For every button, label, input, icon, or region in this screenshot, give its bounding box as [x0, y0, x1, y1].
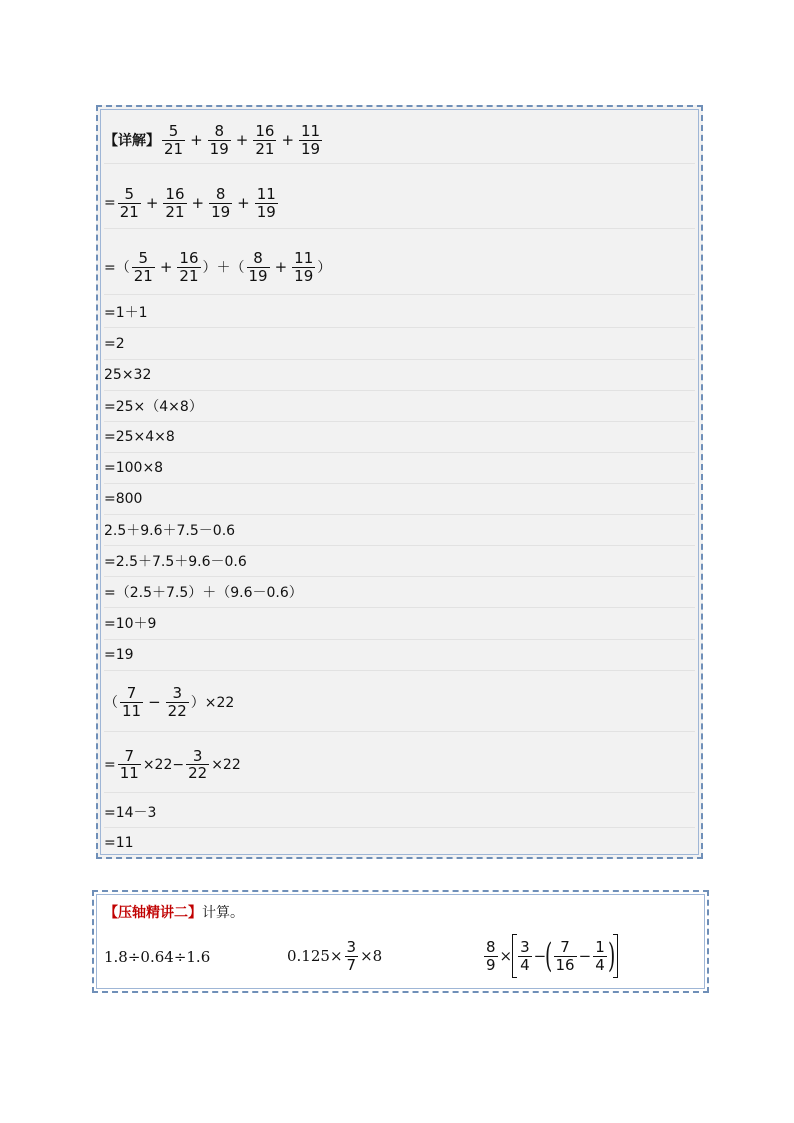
fraction: $\frac{7}{11}$ [119, 746, 139, 782]
solution-line-3: =（ $\frac{5}{21}$ + $\frac{16}{21}$ ）＋（ $\frac{8}{19}$ + $\frac{11}{19}$ ） [104, 240, 695, 295]
solution-line-2: = $\frac{5}{21}$ + $\frac{16}{21}$ + $\frac{8}{19}$ + $\frac{11}{19}$ [104, 178, 695, 229]
solution-line-13: =（2.5＋7.5）＋（9.6－0.6） [104, 576, 695, 608]
problem-1: 1.8÷0.64÷1.6 [104, 948, 211, 966]
solution-line-18: =14－3 [104, 797, 695, 828]
solution-line-16: （ $\frac{7}{11}$ − $\frac{3}{22}$ ）×22 [104, 673, 695, 732]
fraction: $\frac{11}{19}$ [256, 185, 276, 221]
fraction: $\frac{16}{21}$ [165, 185, 185, 221]
solution-line-5: =2 [104, 328, 695, 360]
solution-line-6: 25×32 [104, 359, 695, 391]
fraction: $\frac{16}{21}$ [179, 249, 199, 285]
solution-line-7: =25×（4×8） [104, 390, 695, 422]
practice-tag: 【压轴精讲二】 [104, 905, 202, 921]
solution-line-9: =100×8 [104, 452, 695, 484]
fraction: $\frac{1}{4}$ [595, 938, 605, 974]
detail-tag: 【详解】 [104, 133, 160, 149]
solution-line-19: =11 [104, 834, 134, 851]
solution-line-17: = $\frac{7}{11}$ ×22− $\frac{3}{22}$ ×22 [104, 737, 695, 793]
problem-2: 0.125× $\frac{3}{7}$ ×8 [287, 938, 383, 974]
fraction: $\frac{3}{4}$ [520, 938, 530, 974]
solution-line-4: =1＋1 [104, 297, 695, 328]
solution-line-14: =10＋9 [104, 607, 695, 640]
solution-panel [96, 105, 703, 859]
solution-line-8: =25×4×8 [104, 421, 695, 453]
fraction: $\frac{11}{19}$ [294, 249, 314, 285]
right-paren: ) [607, 936, 616, 976]
solution-line-15: =19 [104, 639, 695, 671]
fraction: $\frac{16}{21}$ [255, 122, 275, 158]
fraction: $\frac{11}{19}$ [301, 122, 321, 158]
solution-line-1: 【详解】 $\frac{5}{21}$ + $\frac{8}{19}$ + $\frac{16}{21}$ + $\frac{11}{19}$ [104, 117, 695, 164]
fraction: $\frac{5}{21}$ [119, 185, 139, 221]
fraction: $\frac{5}{21}$ [164, 122, 184, 158]
fraction: $\frac{8}{9}$ [486, 938, 496, 974]
solution-line-12: =2.5＋7.5＋9.6－0.6 [104, 545, 695, 577]
fraction: $\frac{8}{19}$ [248, 249, 268, 285]
fraction: $\frac{7}{11}$ [122, 684, 142, 720]
solution-line-10: =800 [104, 483, 695, 515]
fraction: $\frac{8}{19}$ [211, 185, 231, 221]
fraction: $\frac{7}{16}$ [555, 938, 575, 974]
solution-line-11: 2.5＋9.6＋7.5－0.6 [104, 514, 695, 546]
left-paren: ( [545, 936, 553, 976]
fraction: $\frac{5}{21}$ [133, 249, 153, 285]
fraction: $\frac{3}{22}$ [167, 684, 187, 720]
problem-3: $\frac{8}{9}$ × $\frac{3}{4}$ − ( $\frac{7}{16}$ − $\frac{1}{4}$ ) [482, 932, 618, 980]
fraction: $\frac{3}{22}$ [188, 746, 208, 782]
practice-panel [92, 890, 709, 993]
practice-instruction: 计算。 [202, 905, 244, 921]
fraction: $\frac{3}{7}$ [346, 938, 357, 974]
practice-heading [104, 902, 244, 922]
square-brackets: $\frac{3}{4}$ − ( $\frac{7}{16}$ − $\frac{1}{4}$ ) [512, 934, 618, 978]
fraction: $\frac{8}{19}$ [209, 122, 229, 158]
